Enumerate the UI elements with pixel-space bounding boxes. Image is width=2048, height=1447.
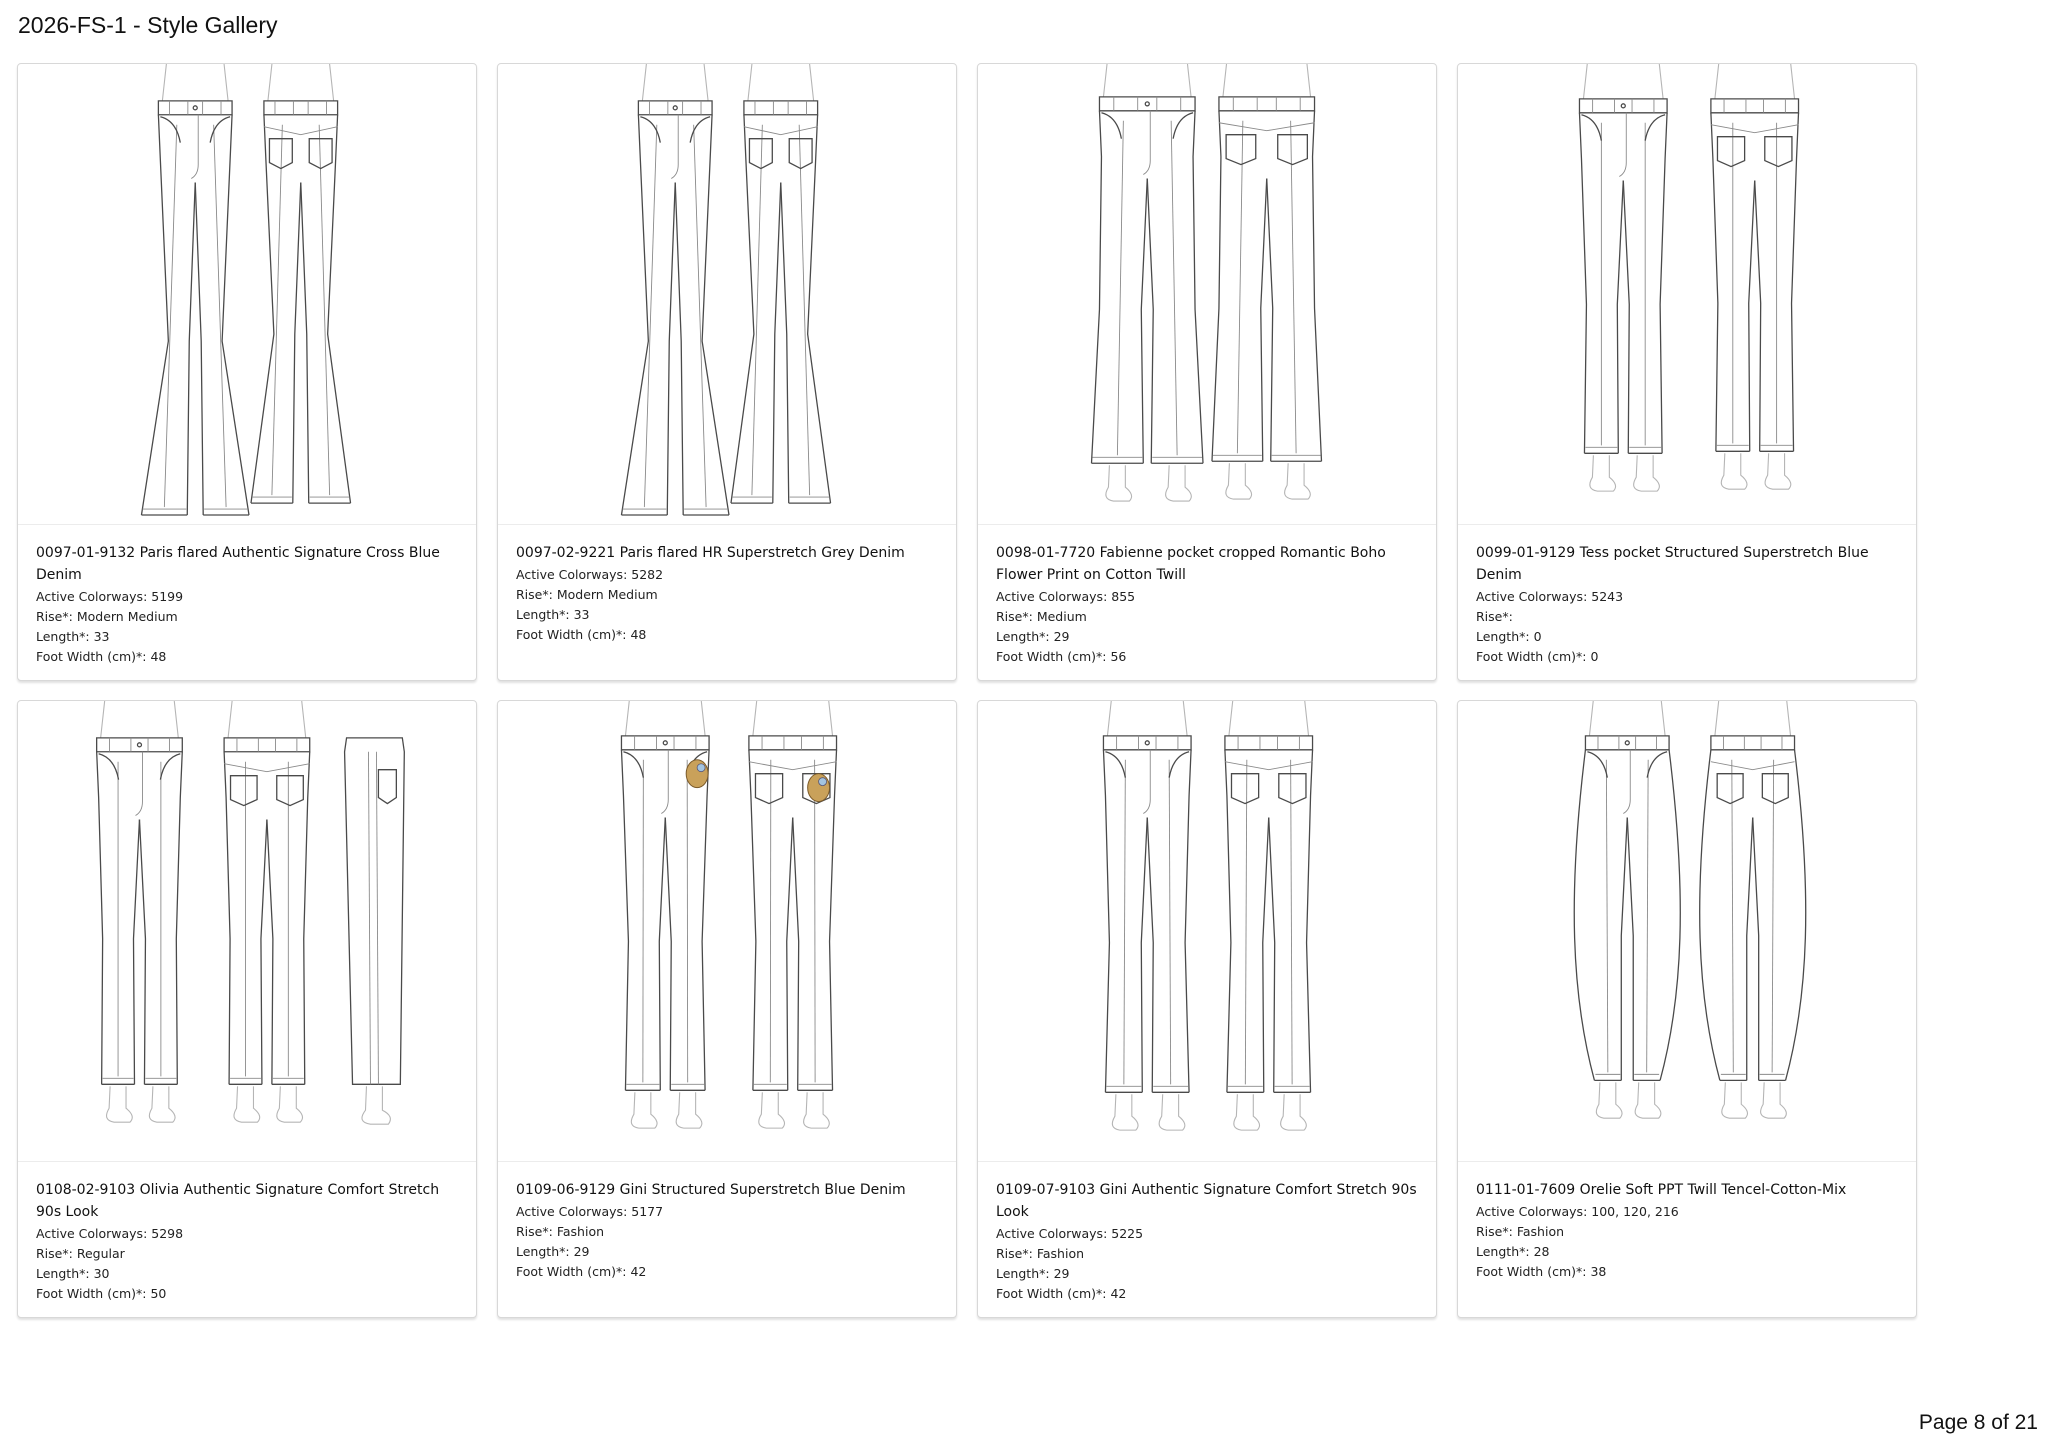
colorways-label: Active Colorways: bbox=[36, 1226, 148, 1241]
rise-value: Fashion bbox=[1036, 1246, 1085, 1261]
rise-value: Medium bbox=[1036, 609, 1087, 624]
style-info bbox=[1476, 1179, 1902, 1282]
foot-width-label: Foot Width (cm)*: bbox=[996, 649, 1107, 664]
style-info bbox=[1476, 542, 1902, 667]
foot-width-row bbox=[36, 647, 462, 667]
length-label: Length*: bbox=[996, 629, 1050, 644]
foot-width-row bbox=[36, 1284, 462, 1304]
rise-label: Rise*: bbox=[516, 587, 553, 602]
foot-width-label: Foot Width (cm)*: bbox=[1476, 1264, 1587, 1279]
length-value: 0 bbox=[1533, 629, 1542, 644]
style-card[interactable] bbox=[977, 63, 1437, 681]
colorways-value: 855 bbox=[1111, 589, 1136, 604]
foot-width-value: 0 bbox=[1590, 649, 1599, 664]
foot-width-row bbox=[996, 647, 1422, 667]
colorways-row bbox=[1476, 587, 1902, 607]
style-card[interactable] bbox=[17, 700, 477, 1318]
style-info bbox=[996, 542, 1422, 667]
rise-value: Modern Medium bbox=[76, 609, 178, 624]
length-label: Length*: bbox=[516, 1244, 570, 1259]
rise-row bbox=[36, 1244, 462, 1264]
technical-sketch bbox=[1458, 64, 1916, 525]
style-info bbox=[36, 542, 462, 667]
length-value: 28 bbox=[1533, 1244, 1550, 1259]
colorways-row bbox=[996, 587, 1422, 607]
style-card[interactable] bbox=[1457, 63, 1917, 681]
length-value: 29 bbox=[1053, 629, 1070, 644]
page-number: Page 8 of 21 bbox=[1918, 1411, 2038, 1434]
foot-width-value: 50 bbox=[150, 1286, 167, 1301]
colorways-row bbox=[36, 587, 462, 607]
length-value: 29 bbox=[1053, 1266, 1070, 1281]
foot-width-row bbox=[996, 1284, 1422, 1304]
style-card[interactable] bbox=[497, 63, 957, 681]
rise-row bbox=[516, 1222, 942, 1242]
foot-width-value: 56 bbox=[1110, 649, 1127, 664]
length-value: 29 bbox=[573, 1244, 590, 1259]
colorways-label: Active Colorways: bbox=[996, 589, 1108, 604]
style-name[interactable]: 0097-02-9221 Paris flared HR Superstretch Grey Denim bbox=[516, 545, 905, 561]
rise-row bbox=[996, 607, 1422, 627]
rise-label: Rise*: bbox=[516, 1224, 553, 1239]
colorways-label: Active Colorways: bbox=[516, 1204, 628, 1219]
colorways-value: 5243 bbox=[1591, 589, 1624, 604]
length-row bbox=[996, 1264, 1422, 1284]
colorways-value: 5225 bbox=[1111, 1226, 1144, 1241]
foot-width-value: 48 bbox=[630, 627, 647, 642]
technical-sketch bbox=[498, 64, 956, 525]
length-value: 33 bbox=[93, 629, 110, 644]
rise-row bbox=[1476, 607, 1902, 627]
technical-sketch bbox=[18, 64, 476, 525]
rise-value: Fashion bbox=[1516, 1224, 1565, 1239]
straight-crop-sketch-icon bbox=[1458, 64, 1916, 524]
straight-three-view-sketch-icon bbox=[18, 701, 476, 1161]
rise-label: Rise*: bbox=[1476, 1224, 1513, 1239]
rise-row bbox=[996, 1244, 1422, 1264]
foot-width-label: Foot Width (cm)*: bbox=[516, 1264, 627, 1279]
style-gallery-grid bbox=[17, 63, 1917, 1318]
rise-label: Rise*: bbox=[996, 1246, 1033, 1261]
foot-width-value: 42 bbox=[630, 1264, 647, 1279]
colorways-value: 5282 bbox=[631, 567, 664, 582]
style-name[interactable]: 0097-01-9132 Paris flared Authentic Signature Cross Blue Denim bbox=[36, 545, 440, 583]
flare-sketch-icon bbox=[18, 64, 476, 524]
length-row bbox=[516, 605, 942, 625]
style-info bbox=[996, 1179, 1422, 1304]
rise-value: Fashion bbox=[556, 1224, 605, 1239]
colorways-value: 5199 bbox=[151, 589, 184, 604]
length-value: 30 bbox=[93, 1266, 110, 1281]
technical-sketch bbox=[1458, 701, 1916, 1162]
rise-value: Regular bbox=[76, 1246, 125, 1261]
length-label: Length*: bbox=[996, 1266, 1050, 1281]
colorways-value: 5177 bbox=[631, 1204, 664, 1219]
style-name[interactable]: 0098-01-7720 Fabienne pocket cropped Romantic Boho Flower Print on Cotton Twill bbox=[996, 545, 1386, 583]
length-row bbox=[516, 1242, 942, 1262]
length-label: Length*: bbox=[1476, 1244, 1530, 1259]
rise-label: Rise*: bbox=[36, 1246, 73, 1261]
foot-width-label: Foot Width (cm)*: bbox=[36, 1286, 147, 1301]
rise-value: Modern Medium bbox=[556, 587, 658, 602]
colorways-label: Active Colorways: bbox=[996, 1226, 1108, 1241]
style-card[interactable] bbox=[977, 700, 1437, 1318]
rise-label: Rise*: bbox=[36, 609, 73, 624]
style-info bbox=[516, 542, 942, 645]
flare-sketch-icon bbox=[498, 64, 956, 524]
embroidered-straight-sketch-icon bbox=[498, 701, 956, 1161]
style-name[interactable]: 0108-02-9103 Olivia Authentic Signature Comfort Stretch 90s Look bbox=[36, 1182, 440, 1220]
length-value: 33 bbox=[573, 607, 590, 622]
style-info bbox=[516, 1179, 942, 1282]
colorways-label: Active Colorways: bbox=[516, 567, 628, 582]
wide-crop-sketch-icon bbox=[978, 64, 1436, 524]
style-name[interactable]: 0109-07-9103 Gini Authentic Signature Comfort Stretch 90s Look bbox=[996, 1182, 1417, 1220]
colorways-row bbox=[996, 1224, 1422, 1244]
rise-row bbox=[1476, 1222, 1902, 1242]
rise-label: Rise*: bbox=[1476, 609, 1513, 624]
straight-sketch-icon bbox=[978, 701, 1436, 1161]
colorways-row bbox=[1476, 1202, 1902, 1222]
foot-width-label: Foot Width (cm)*: bbox=[1476, 649, 1587, 664]
foot-width-value: 42 bbox=[1110, 1286, 1127, 1301]
length-row bbox=[1476, 1242, 1902, 1262]
foot-width-label: Foot Width (cm)*: bbox=[996, 1286, 1107, 1301]
length-row bbox=[996, 627, 1422, 647]
rise-row bbox=[36, 607, 462, 627]
style-info bbox=[36, 1179, 462, 1304]
foot-width-label: Foot Width (cm)*: bbox=[516, 627, 627, 642]
colorways-value: 5298 bbox=[151, 1226, 184, 1241]
length-row bbox=[36, 627, 462, 647]
colorways-row bbox=[36, 1224, 462, 1244]
foot-width-row bbox=[1476, 647, 1902, 667]
length-label: Length*: bbox=[516, 607, 570, 622]
colorways-label: Active Colorways: bbox=[36, 589, 148, 604]
rise-row bbox=[516, 585, 942, 605]
foot-width-label: Foot Width (cm)*: bbox=[36, 649, 147, 664]
page-title: 2026-FS-1 - Style Gallery bbox=[18, 12, 278, 38]
foot-width-row bbox=[516, 625, 942, 645]
length-row bbox=[36, 1264, 462, 1284]
colorways-value: 100, 120, 216 bbox=[1591, 1204, 1679, 1219]
length-label: Length*: bbox=[1476, 629, 1530, 644]
foot-width-value: 38 bbox=[1590, 1264, 1607, 1279]
colorways-row bbox=[516, 1202, 942, 1222]
barrel-sketch-icon bbox=[1458, 701, 1916, 1161]
rise-label: Rise*: bbox=[996, 609, 1033, 624]
length-label: Length*: bbox=[36, 629, 90, 644]
length-row bbox=[1476, 627, 1902, 647]
foot-width-value: 48 bbox=[150, 649, 167, 664]
style-name[interactable]: 0099-01-9129 Tess pocket Structured Superstretch Blue Denim bbox=[1476, 545, 1869, 583]
colorways-label: Active Colorways: bbox=[1476, 589, 1588, 604]
style-card[interactable] bbox=[17, 63, 477, 681]
foot-width-row bbox=[516, 1262, 942, 1282]
foot-width-row bbox=[1476, 1262, 1902, 1282]
technical-sketch bbox=[978, 64, 1436, 525]
length-label: Length*: bbox=[36, 1266, 90, 1281]
colorways-row bbox=[516, 565, 942, 585]
style-name[interactable]: 0111-01-7609 Orelie Soft PPT Twill Tencel-Cotton-Mix bbox=[1476, 1182, 1847, 1198]
technical-sketch bbox=[18, 701, 476, 1162]
style-card[interactable] bbox=[1457, 700, 1917, 1318]
colorways-label: Active Colorways: bbox=[1476, 1204, 1588, 1219]
technical-sketch bbox=[498, 701, 956, 1162]
style-card[interactable] bbox=[497, 700, 957, 1318]
technical-sketch bbox=[978, 701, 1436, 1162]
style-name[interactable]: 0109-06-9129 Gini Structured Superstretch Blue Denim bbox=[516, 1182, 906, 1198]
